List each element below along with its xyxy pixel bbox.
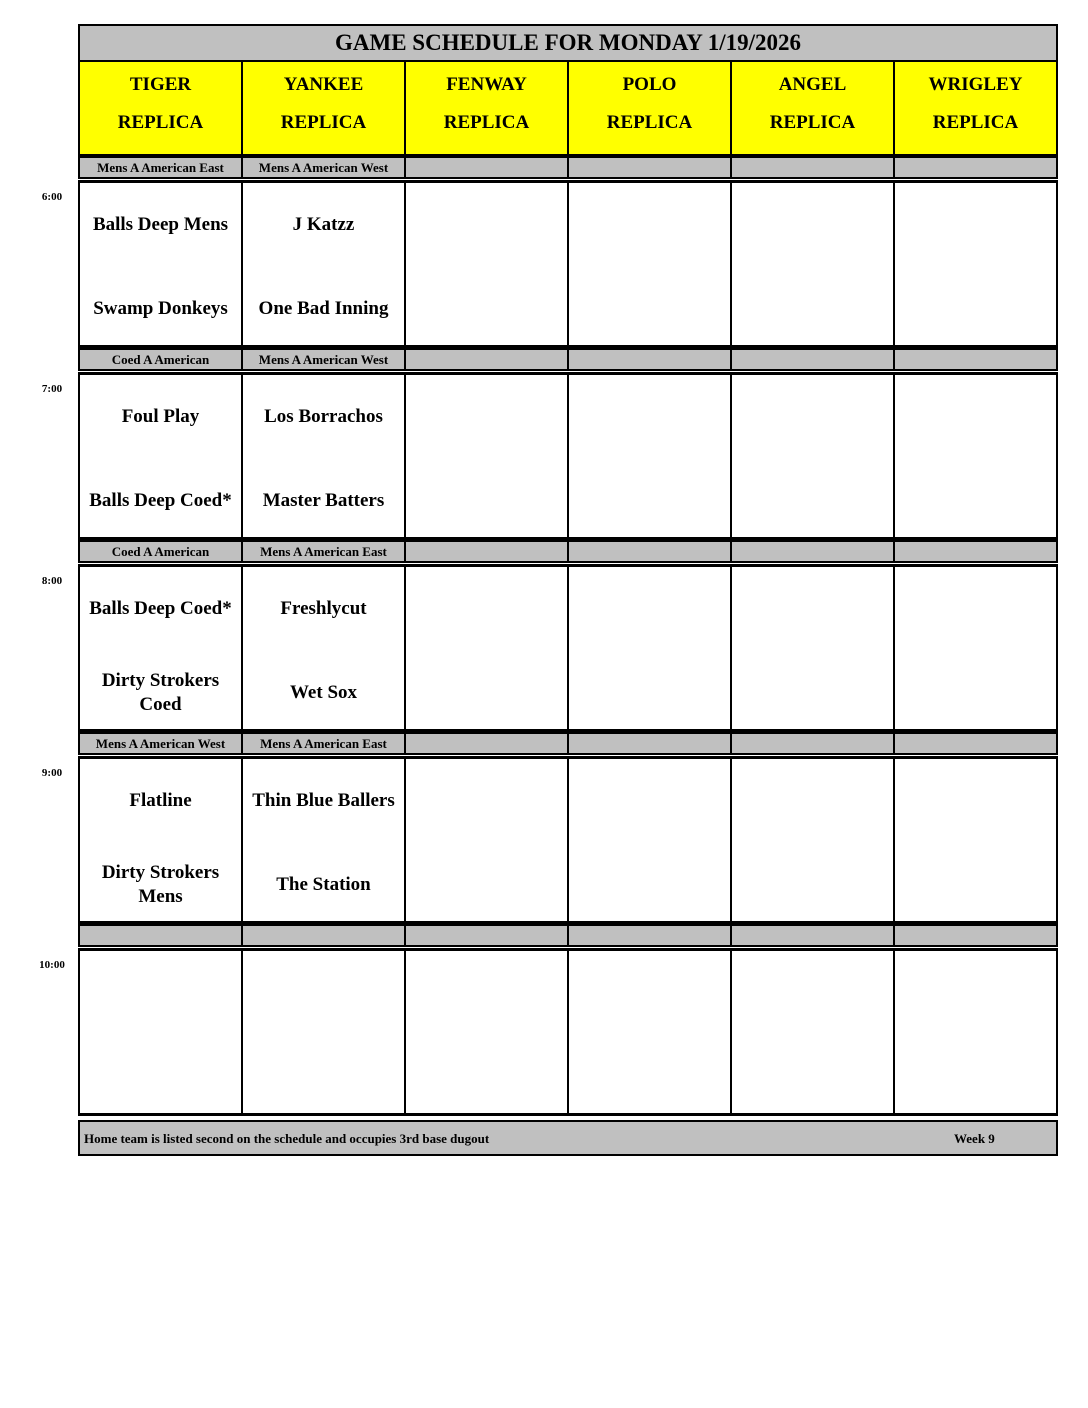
game-cell [730,180,895,348]
away-team [569,195,730,255]
game-cell [567,948,732,1116]
field-name: ANGEL [778,74,847,95]
away-team [895,771,1056,831]
away-team: Los Borrachos [264,406,383,427]
field-name: TIGER [129,74,192,95]
away-team [732,771,893,831]
field-name: POLO [622,74,677,95]
division-cell: Coed A American [78,348,243,371]
schedule-table [78,24,1058,1156]
game-cell [567,564,732,732]
game-cell [78,564,243,732]
division-cell [893,540,1058,563]
division-cell [893,156,1058,179]
game-cell [404,372,569,540]
home-team [732,1047,893,1107]
field-header-tiger [78,60,243,156]
home-team [895,471,1056,531]
home-team [243,1047,404,1107]
footer-bar [78,1120,1058,1156]
home-team: One Bad Inning [258,298,389,319]
division-cell [730,924,895,947]
page-title: GAME SCHEDULE FOR MONDAY 1/19/2026 [78,24,1058,62]
away-team [732,579,893,639]
home-team [732,663,893,723]
home-team [569,279,730,339]
away-team [80,963,241,1023]
home-team [406,279,567,339]
game-cell [404,948,569,1116]
game-cell [730,564,895,732]
game-cell [404,564,569,732]
game-cell [567,180,732,348]
division-cell [404,924,569,947]
division-cell [78,924,243,947]
game-cell [730,948,895,1116]
division-cell [404,540,569,563]
field-subtitle: REPLICA [443,112,530,133]
home-team [406,855,567,915]
away-team [569,579,730,639]
home-team [895,855,1056,915]
home-team [80,1047,241,1107]
field-header-angel [730,60,895,156]
away-team [406,195,567,255]
home-team [406,471,567,531]
field-name: YANKEE [283,74,364,95]
field-name: WRIGLEY [928,74,1023,95]
field-header-polo [567,60,732,156]
away-team [895,579,1056,639]
away-team [406,579,567,639]
away-team [732,963,893,1023]
field-name: FENWAY [446,74,527,95]
home-team [569,663,730,723]
game-cell [78,948,243,1116]
field-header-fenway [404,60,569,156]
away-team [569,771,730,831]
home-team: Dirty Strokers Coed [101,670,220,715]
away-team: Thin Blue Ballers [252,790,395,811]
field-header-wrigley [893,60,1058,156]
game-cell [893,756,1058,924]
away-team [406,771,567,831]
division-cell [567,732,732,755]
home-team: Dirty Strokers Mens [101,862,220,907]
away-team [406,963,567,1023]
away-team: Foul Play [121,406,200,427]
away-team [243,963,404,1023]
away-team: Balls Deep Coed* [89,598,232,619]
division-cell: Mens A American West [78,732,243,755]
home-team: Wet Sox [289,682,358,703]
game-cell [78,180,243,348]
game-cell [893,372,1058,540]
time-label: 7:00 [41,383,63,395]
away-team [895,195,1056,255]
field-subtitle: REPLICA [280,112,367,133]
away-team [406,387,567,447]
division-cell [241,924,406,947]
game-cell [241,372,406,540]
home-team: Balls Deep Coed* [89,490,232,511]
field-subtitle: REPLICA [117,112,204,133]
division-cell [730,540,895,563]
home-team: Master Batters [262,490,385,511]
home-team [406,663,567,723]
away-team [732,195,893,255]
field-header-yankee [241,60,406,156]
home-team [895,1047,1056,1107]
division-cell: Mens A American West [241,156,406,179]
division-cell: Mens A American East [241,540,406,563]
home-team [895,279,1056,339]
week-label: Week 9 [954,1131,995,1146]
time-label: 9:00 [41,767,63,779]
away-team: J Katzz [292,214,355,235]
division-cell: Mens A American East [78,156,243,179]
division-cell [893,924,1058,947]
game-cell [78,756,243,924]
game-cell [78,372,243,540]
footer-note: Home team is listed second on the schedule and occupies 3rd base dugout [84,1131,490,1146]
home-team [732,279,893,339]
division-cell [730,732,895,755]
away-team: Freshlycut [280,598,367,619]
away-team [569,963,730,1023]
division-cell [404,732,569,755]
field-subtitle: REPLICA [932,112,1019,133]
division-cell [893,732,1058,755]
game-cell [893,564,1058,732]
division-cell [893,348,1058,371]
time-label: 8:00 [41,575,63,587]
division-cell [567,924,732,947]
home-team [406,1047,567,1107]
home-team [895,663,1056,723]
home-team [732,471,893,531]
division-cell [567,540,732,563]
field-subtitle: REPLICA [769,112,856,133]
division-cell [567,348,732,371]
game-cell [241,756,406,924]
away-team: Flatline [129,790,192,811]
away-team: Balls Deep Mens [92,214,229,235]
home-team [569,1047,730,1107]
game-cell [404,180,569,348]
division-cell: Mens A American West [241,348,406,371]
game-cell [567,372,732,540]
game-cell [893,180,1058,348]
game-cell [730,372,895,540]
division-cell [567,156,732,179]
home-team [732,855,893,915]
game-cell [404,756,569,924]
division-cell: Coed A American [78,540,243,563]
field-subtitle: REPLICA [606,112,693,133]
home-team [569,471,730,531]
game-cell [241,564,406,732]
away-team [895,387,1056,447]
division-cell [404,156,569,179]
game-cell [241,948,406,1116]
home-team: Swamp Donkeys [93,298,228,319]
game-cell [567,756,732,924]
time-label: 10:00 [39,959,65,971]
division-cell: Mens A American East [241,732,406,755]
home-team: The Station [276,874,371,895]
time-label: 6:00 [41,191,63,203]
division-cell [404,348,569,371]
game-cell [893,948,1058,1116]
away-team [895,963,1056,1023]
away-team [732,387,893,447]
home-team [569,855,730,915]
game-cell [730,756,895,924]
division-cell [730,156,895,179]
away-team [569,387,730,447]
game-cell [241,180,406,348]
division-cell [730,348,895,371]
